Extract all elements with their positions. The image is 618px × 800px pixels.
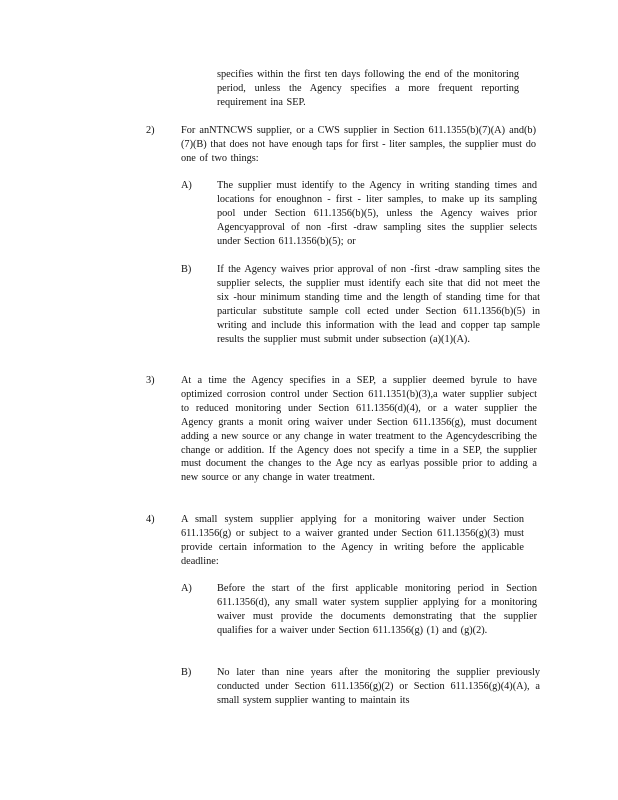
item-3-marker: 3)	[146, 375, 155, 386]
item-4b-marker: B)	[181, 667, 192, 678]
intro-paragraph: specifies within the first ten days following the end of the monitoring period, unless the Agency specifies a more frequent reporting requirement ina SEP.	[217, 69, 519, 108]
item-2b-marker: B)	[181, 264, 192, 275]
item-4a-text: Before the start of the first applicable monitoring period in Section 611.1356(d), any small water system supplier applying for a monitoring waiver must provide the documents demonstrating that the supplier qualifies for a waiver under Section 611.1356(g) (1) and (g)(2).	[217, 583, 537, 636]
item-2b-text: If the Agency waives prior approval of non -first -draw sampling sites the supplier selects, the supplier must identify each site that did not meet the six -hour minimum standing time and the length of standing time for that particular substitute sample coll ected under Section 611.1356(b)(5) in writing and include this information with the lead and copper tap sample results the supplier must submit under subsection (a)(1)(A).	[217, 264, 540, 345]
item-4b-text: No later than nine years after the monitoring the supplier previously conducted under Section 611.1356(g)(2) or Section 611.1356(g)(4)(A), a small system supplier wanting to maintain its	[217, 667, 540, 706]
item-2a-text: The supplier must identify to the Agency in writing standing times and locations for enoughnon - first - liter samples, to make up its sampling pool under Section 611.1356(b)(5), unless the Agency waives prior Agencyapproval of non -first -draw sampling sites the supplier selects under Section 611.1356(b)(5); or	[217, 180, 537, 247]
item-3-text: At a time the Agency specifies in a SEP, a supplier deemed byrule to have optimized corrosion control under Section 611.1351(b)(3),a water supplier subject to reduced monitoring under Section 611.1356(d)(4), or a water supplier the Agency grants a monit oring waiver under Section 611.1356(g), must document adding a new source or any change in water treatment to the Agencydescribing the change or addition. If the Agency does not specify a time in a SEP, the supplier must document the changes to the Age ncy as earlyas possible prior to adding a new source or any change in water treatment.	[181, 375, 537, 484]
item-4-marker: 4)	[146, 514, 155, 525]
item-2-marker: 2)	[146, 125, 155, 136]
item-2-text: For anNTNCWS supplier, or a CWS supplier in Section 611.1355(b)(7)(A) and(b)(7)(B) that does not have enough taps for first - liter samples, the supplier must do one of two things:	[181, 125, 536, 164]
item-4a-marker: A)	[181, 583, 192, 594]
item-2a-marker: A)	[181, 180, 192, 191]
item-4-text: A small system supplier applying for a monitoring waiver under Section 611.1356(g) or subject to a waiver granted under Section 611.1356(g)(3) must provide certain information to the Agency in writing before the applicable deadline:	[181, 514, 524, 567]
